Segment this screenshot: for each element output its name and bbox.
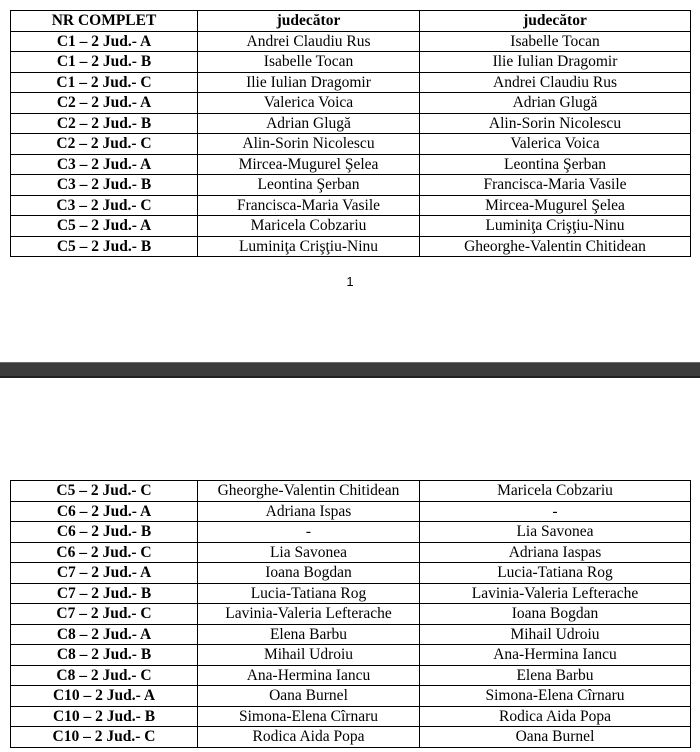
cell-nr-complet: C1 – 2 Jud.- A [11,31,198,52]
cell-nr-complet: C10 – 2 Jud.- C [11,727,198,748]
table-row [11,31,691,52]
cell-nr-complet: C2 – 2 Jud.- A [11,93,198,114]
cell-judecator-1: - [198,522,420,543]
cell-judecator-1: Gheorghe-Valentin Chitidean [198,481,420,502]
table-row [11,686,691,707]
cell-nr-complet: C8 – 2 Jud.- A [11,624,198,645]
table-row [11,542,691,563]
header-judecator-1: judecător [198,11,420,32]
cell-judecator-2: Lia Savonea [420,522,691,543]
cell-judecator-2: Valerica Voica [420,134,691,155]
cell-nr-complet: C1 – 2 Jud.- B [11,52,198,73]
cell-nr-complet: C6 – 2 Jud.- A [11,501,198,522]
cell-judecator-2: Maricela Cobzariu [420,481,691,502]
table-row [11,604,691,625]
table-header-row [11,11,691,32]
page-number: 1 [346,274,354,289]
cell-judecator-1: Lia Savonea [198,542,420,563]
cell-judecator-1: Rodica Aida Popa [198,727,420,748]
cell-judecator-1: Adrian Glugă [198,113,420,134]
table-row [11,134,691,155]
cell-judecator-2: Francisca-Maria Vasile [420,175,691,196]
cell-judecator-2: Alin-Sorin Nicolescu [420,113,691,134]
cell-nr-complet: C8 – 2 Jud.- B [11,645,198,666]
cell-judecator-1: Francisca-Maria Vasile [198,195,420,216]
table-row [11,563,691,584]
table-row [11,175,691,196]
cell-judecator-2: Ioana Bogdan [420,604,691,625]
table-row [11,645,691,666]
cell-judecator-1: Adriana Ispas [198,501,420,522]
cell-judecator-2: Mircea-Mugurel Şelea [420,195,691,216]
table-row [11,665,691,686]
cell-judecator-2: Ilie Iulian Dragomir [420,52,691,73]
cell-judecator-2: Rodica Aida Popa [420,706,691,727]
panel-table-page-1 [10,10,691,257]
cell-judecator-2: Lavinia-Valeria Lefterache [420,583,691,604]
cell-judecator-2: Adrian Glugă [420,93,691,114]
cell-judecator-1: Elena Barbu [198,624,420,645]
cell-nr-complet: C6 – 2 Jud.- C [11,542,198,563]
table-row [11,624,691,645]
cell-judecator-1: Alin-Sorin Nicolescu [198,134,420,155]
cell-judecator-1: Lavinia-Valeria Lefterache [198,604,420,625]
cell-judecator-1: Luminiţa Crişţiu-Ninu [198,236,420,257]
page-separator [0,362,700,378]
cell-nr-complet: C7 – 2 Jud.- A [11,563,198,584]
table-row [11,216,691,237]
cell-judecator-1: Leontina Şerban [198,175,420,196]
cell-judecator-1: Ana-Hermina Iancu [198,665,420,686]
cell-judecator-1: Isabelle Tocan [198,52,420,73]
cell-nr-complet: C3 – 2 Jud.- C [11,195,198,216]
table-row [11,583,691,604]
cell-judecator-2: Andrei Claudiu Rus [420,72,691,93]
cell-judecator-1: Oana Burnel [198,686,420,707]
cell-nr-complet: C7 – 2 Jud.- B [11,583,198,604]
cell-judecator-2: Simona-Elena Cîrnaru [420,686,691,707]
cell-judecator-2: Isabelle Tocan [420,31,691,52]
cell-nr-complet: C6 – 2 Jud.- B [11,522,198,543]
header-nr-complet: NR COMPLET [11,11,198,32]
header-judecator-2: judecător [420,11,691,32]
cell-nr-complet: C8 – 2 Jud.- C [11,665,198,686]
cell-judecator-2: Mihail Udroiu [420,624,691,645]
cell-judecator-1: Ioana Bogdan [198,563,420,584]
table-row [11,236,691,257]
table-row [11,93,691,114]
table-row [11,481,691,502]
cell-judecator-1: Lucia-Tatiana Rog [198,583,420,604]
cell-judecator-2: Luminiţa Crişţiu-Ninu [420,216,691,237]
cell-nr-complet: C3 – 2 Jud.- B [11,175,198,196]
table-row [11,154,691,175]
cell-judecator-1: Andrei Claudiu Rus [198,31,420,52]
cell-judecator-2: Oana Burnel [420,727,691,748]
table-row [11,522,691,543]
table-row [11,727,691,748]
cell-judecator-2: Elena Barbu [420,665,691,686]
cell-judecator-1: Maricela Cobzariu [198,216,420,237]
cell-judecator-1: Mircea-Mugurel Şelea [198,154,420,175]
cell-judecator-2: Leontina Şerban [420,154,691,175]
table-row [11,706,691,727]
table-body-page-1 [11,31,691,257]
cell-judecator-2: Adriana Iaspas [420,542,691,563]
panel-table-page-2 [10,480,691,748]
table-row [11,113,691,134]
cell-nr-complet: C2 – 2 Jud.- B [11,113,198,134]
cell-nr-complet: C5 – 2 Jud.- B [11,236,198,257]
cell-judecator-2: - [420,501,691,522]
cell-nr-complet: C3 – 2 Jud.- A [11,154,198,175]
cell-judecator-1: Simona-Elena Cîrnaru [198,706,420,727]
cell-judecator-1: Ilie Iulian Dragomir [198,72,420,93]
table-row [11,501,691,522]
cell-judecator-1: Valerica Voica [198,93,420,114]
cell-nr-complet: C5 – 2 Jud.- A [11,216,198,237]
cell-nr-complet: C5 – 2 Jud.- C [11,481,198,502]
table-row [11,72,691,93]
cell-judecator-2: Lucia-Tatiana Rog [420,563,691,584]
cell-judecator-2: Ana-Hermina Iancu [420,645,691,666]
table-body-page-2 [11,481,691,748]
cell-judecator-1: Mihail Udroiu [198,645,420,666]
cell-nr-complet: C1 – 2 Jud.- C [11,72,198,93]
table-row [11,195,691,216]
cell-nr-complet: C2 – 2 Jud.- C [11,134,198,155]
cell-judecator-2: Gheorghe-Valentin Chitidean [420,236,691,257]
cell-nr-complet: C10 – 2 Jud.- B [11,706,198,727]
cell-nr-complet: C10 – 2 Jud.- A [11,686,198,707]
cell-nr-complet: C7 – 2 Jud.- C [11,604,198,625]
table-row [11,52,691,73]
